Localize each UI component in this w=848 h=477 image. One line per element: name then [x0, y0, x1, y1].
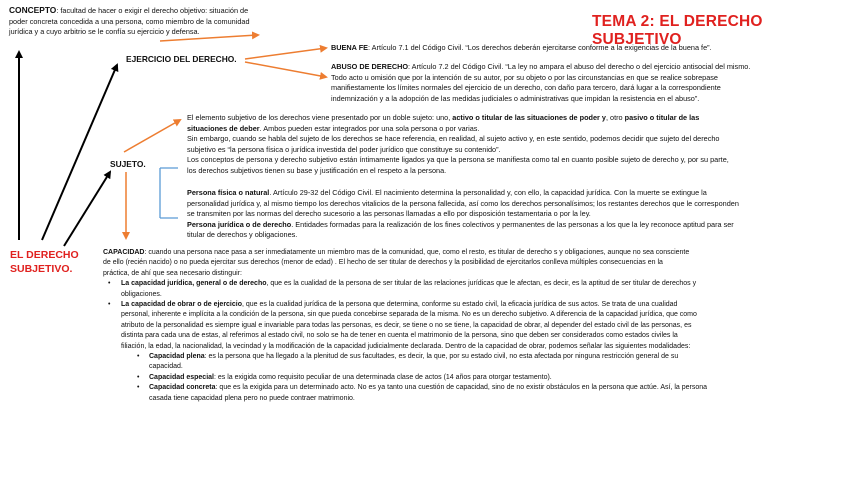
- modalidad-plena-label: Capacidad plena: [149, 353, 205, 361]
- sujeto-p1-e: situaciones de deber: [187, 123, 260, 133]
- capacidad-line-1: de ello (recién nacido) o no pueda ejercitar sus derechos (menor de edad) . El hecho de ser titular de derechos y la posibilidad de ejercitarlos conlleva múltiples consecuencias en la: [103, 259, 663, 267]
- fisica-line-2: se transmiten por las normas del derecho sucesorio a las personas llamadas a ello por disposición testamentaria o por la ley.: [187, 209, 591, 219]
- concepto-line-2: poder concreta concedida a una persona, como miembro de la comunidad: [9, 16, 250, 26]
- modalidad-concreta-line-1: casada tiene capacidad plena pero no puede contraer matrimonio.: [149, 394, 355, 402]
- capacidad-obrar-item: [103, 300, 707, 352]
- buena-fe-text: : Artículo 7.1 del Código Civil. “Los derechos deberán ejercitarse conforme a la exigencias de la buena fe”.: [368, 43, 712, 52]
- modalidad-concreta-label: Capacidad concreta: [149, 384, 216, 392]
- modalidad-concreta-first: : que es la exigida para un determinado acto. No es ya tanto una cuestión de capacidad, sino de no existir obstáculos en la persona que actúe. Así, la persona: [215, 384, 708, 392]
- arrow-to-abuso: [245, 62, 326, 77]
- fisica-line-1: personalidad jurídica y, al mismo tiempo los derechos vitalicios de la persona fallecida, así como los derechos personalísimos; los restantes derechos que le corresponden: [187, 198, 739, 208]
- modalidad-plena-line-1: capacidad.: [149, 363, 183, 371]
- modalidad-plena-item: [103, 352, 707, 373]
- abuso-line-2: manifiestamente los límites normales del ejercicio de un derecho, con daño para tercero, dará lugar a la correspondiente: [331, 83, 721, 93]
- root-label-line-2: SUBJETIVO.: [10, 263, 73, 275]
- juridica-label: Persona jurídica o de derecho: [187, 219, 292, 229]
- abuso-label: ABUSO DE DERECHO: [331, 62, 409, 71]
- arrow-to-ejercicio: [42, 65, 117, 240]
- concepto-line-3: jurídica y a cuyo arbitrio se le confía su ejercicio y defensa.: [9, 27, 200, 37]
- sujeto-p1-f: . Ambos pueden estar integrados por una sola persona o por varias.: [259, 123, 480, 133]
- page-title: TEMA 2: EL DERECHO SUBJETIVO: [592, 13, 763, 48]
- fisica-first: . Artículo 29-32 del Código Civil. El nacimiento determina la personalidad y, con ello, la capacidad jurídica. Con la muerte se extingue la: [269, 188, 707, 197]
- abuso-first: : Artículo 7.2 del Código Civil. “La ley no ampara el abuso del derecho o del ejercicio antisocial del mismo.: [408, 62, 751, 71]
- arrow-to-buena-fe: [245, 48, 326, 59]
- buena-fe-label: BUENA FE: [331, 43, 369, 52]
- sujeto-p3-line-1: Los conceptos de persona y derecho subjetivo están íntimamente ligados ya que la persona se manifiesta como tal en cuanto posible sujeto de derecho y, por su parte,: [187, 155, 729, 165]
- sujeto-label: SUJETO.: [110, 159, 146, 169]
- sujeto-p3-line-2: los derechos subjetivos tienen su base y justificación en el respeto a la persona.: [187, 165, 447, 175]
- capacidad-obrar-line-1: personal, inherente e implícita a la condición de la persona, sin que pueda concebirse separada de la misma. No es un derecho subjetivo. A diferencia de la capacidad jurídica, que como: [121, 311, 697, 319]
- concepto-line-1: : facultad de hacer o exigir el derecho objetivo: situación de: [56, 6, 249, 15]
- capacidad-juridica-label: La capacidad jurídica, general o de derecho: [121, 280, 267, 288]
- root-label-line-1: EL DERECHO: [10, 249, 79, 261]
- sujeto-p1-a: El elemento subjetivo de los derechos viene presentado por un doble sujeto: uno,: [187, 113, 453, 122]
- capacidad-obrar-label: La capacidad de obrar o de ejercicio: [121, 301, 242, 309]
- abuso-block: [331, 62, 750, 104]
- capacidad-obrar-line-2: atributo de la personalidad es siempre igual e invariable para todas las personas, es decir, se tiene o no se tiene, la capacidad de obrar, al depender del estado civil de las personas, es: [121, 321, 692, 329]
- juridica-line-1: titular de derechos y obligaciones.: [187, 230, 298, 240]
- capacidad-juridica-line-1: obligaciones.: [121, 290, 162, 298]
- sujeto-p1-c: , otro: [605, 113, 625, 122]
- juridica-first: . Entidades formadas para la realización de los fines colectivos y permanentes de las personas a los que la ley reconoce aptitud para ser: [291, 219, 734, 229]
- sujeto-p1-d: pasivo o titular de las: [624, 113, 700, 122]
- capacidad-obrar-line-3: distinta para cada una de estas, al referimos al estado civil, no solo se ha de tener en cuenta el matrimonio de la persona, sino que deben ser considerados como estados civiles la: [121, 332, 678, 340]
- capacidad-label: CAPACIDAD: [103, 249, 145, 256]
- capacidad-line-2: práctica, de ahí que sea necesario distinguir:: [103, 269, 242, 277]
- concepto-label: CONCEPTO: [9, 5, 57, 15]
- buena-fe-block: [331, 43, 712, 54]
- sujeto-p2-line-1: Sin embargo, cuando se habla del sujeto de los derechos se hace referencia, en realidad, al sujeto activo y, en este sentido, podemos decidir que sujeto del derecho: [187, 134, 720, 144]
- fisica-label: Persona física o natural: [187, 188, 270, 197]
- modalidad-especial-first: : es la exigida como requisito peculiar de una determinada clase de actos (14 años para otorgar testamento).: [213, 373, 552, 381]
- capacidad-obrar-line-4: filiación, la edad, la nacionalidad, la vecindad y la modificación de la capacidad judicialmente declarada. Dentro de la capacidad de obrar, podemos señalar las siguientes modalidades:: [121, 342, 691, 350]
- modalidad-especial-item: [103, 373, 707, 383]
- persona-bracket: [160, 168, 178, 218]
- root-label: [10, 248, 79, 276]
- sujeto-block: [187, 113, 729, 177]
- capacidad-first: : cuando una persona nace pasa a ser inmediatamente un miembro mas de la comunidad, que, como el resto, es titular de derecho s y obligaciones, aunque no sea consciente: [144, 249, 690, 256]
- modalidad-especial-label: Capacidad especial: [149, 373, 214, 381]
- abuso-line-1: Todo acto u omisión que por la intención de su autor, por su objeto o por las circunstancias en que se realice sobrepase: [331, 72, 718, 82]
- modalidad-plena-first: : es la persona que ha llegado a la plenitud de sus facultades, es decir, la que, por su estado civil, no esta afectada por ninguna restricción general de su: [204, 353, 679, 361]
- sujeto-p2-line-2: subjetivo es “la persona física o jurídica investida del poder jurídico que constituye su contenido”.: [187, 144, 501, 154]
- sujeto-p1-b: activo o titular de las situaciones de poder y: [452, 113, 606, 122]
- capacidad-juridica-first: , que es la cualidad de la persona de ser titular de las relaciones jurídicas que le afectan, es decir, es la aptitud de ser titular de derechos y: [266, 280, 697, 288]
- arrow-sujeto-up: [124, 120, 180, 152]
- modalidad-concreta-item: [103, 383, 707, 404]
- ejercicio-label: EJERCICIO DEL DERECHO.: [126, 54, 237, 64]
- capacidad-obrar-first: , que es la cualidad jurídica de la persona que determina, conforme su estado civil, la eficacia jurídica de sus actos. Se trata de una cualidad: [242, 301, 678, 309]
- capacidad-juridica-item: [103, 279, 707, 300]
- arrow-to-sujeto: [64, 172, 110, 246]
- concepto-block: [9, 5, 309, 38]
- capacidad-block: [103, 248, 707, 404]
- abuso-line-3: indemnización y a la adopción de las medidas judiciales o administrativas que impidan la resistencia en el abuso”.: [331, 93, 700, 103]
- persona-block: [187, 188, 739, 241]
